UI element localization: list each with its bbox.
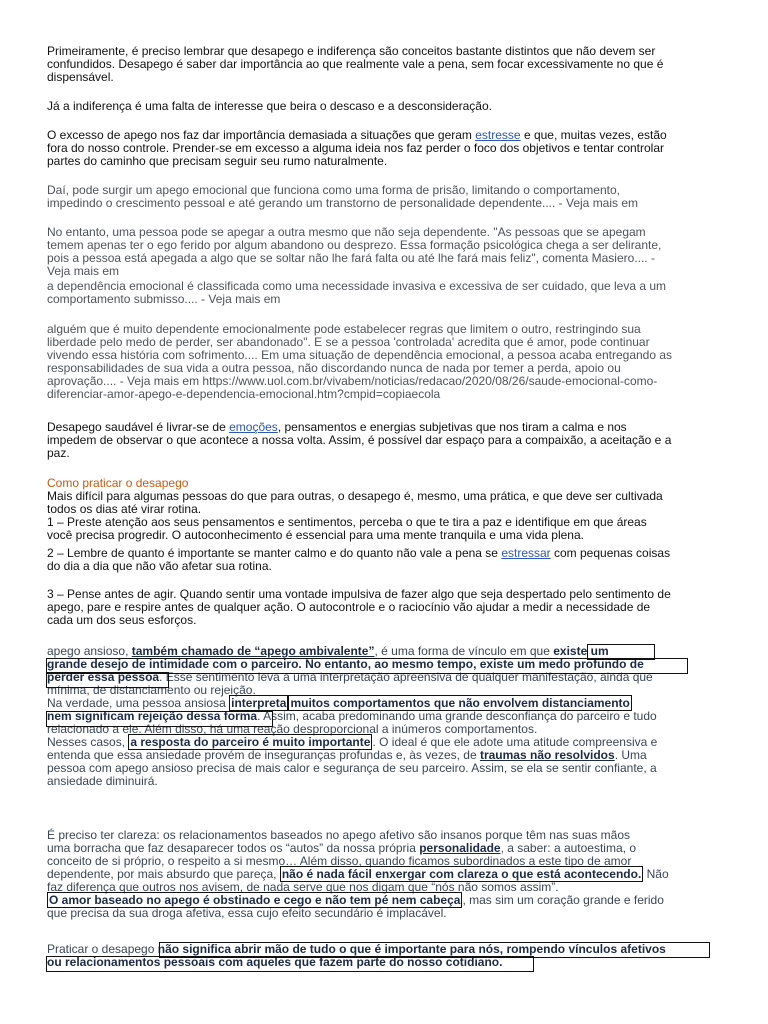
text-segment: Nesses casos, (47, 735, 129, 749)
highlight-text: não é nada fácil enxergar com clareza o que está acontecendo. (281, 867, 642, 881)
text-line: do dia a dia que não vão afetar sua rotina. (47, 559, 272, 573)
paragraph-indifference (47, 100, 492, 113)
highlight-text: nem significam rejeição dessa forma (47, 709, 258, 723)
text-line: paz. (47, 446, 70, 460)
text-segment: Praticar o desapego (47, 942, 158, 956)
heading-text: Como praticar o desapego (47, 476, 189, 490)
text-line: É preciso ter clareza: os relacionamentos baseados no apego afetivo são insanos porque têm nas suas mãos (47, 828, 631, 842)
text-line: Primeiramente, é preciso lembrar que desapego e indiferença são conceitos bastante distintos que não devem ser (47, 44, 656, 58)
text-line: confundidos. Desapego é saber dar importância ao que realmente vale a pena, sem focar excessivamente no que é (47, 57, 664, 71)
text-segment: entenda que essa ansiedade provém de inseguranças profundas e, às vezes, de (47, 748, 480, 762)
text-line: apego, pare e respire antes de qualquer ação. O autocontrole e o raciocínio vão ajudar a medir a necessidade de (47, 600, 651, 614)
text-line: Veja mais em (47, 264, 120, 278)
link-estressar[interactable]: estressar (501, 546, 551, 560)
paragraph-emotional-prison (47, 184, 638, 210)
highlight-text: muitos comportamentos que não envolvem distanciamento (290, 696, 630, 710)
text-line: fora do nosso controle. Prender-se em excesso a alguma ideia nos faz perder o foco dos objetivos e tentar controlar (47, 141, 665, 155)
text-segment: O excesso de apego nos faz dar importância demasiada a situações que geram (47, 128, 476, 142)
text-line: partes do caminho que precisam seguir seu rumo naturalmente. (47, 154, 388, 168)
highlight-text: perder essa pessoa (47, 670, 160, 684)
text-line: Daí, pode surgir um apego emocional que funciona como uma forma de prisão, limitando o comportamento, (47, 183, 620, 197)
highlight-text: a resposta do parceiro é muito importante (130, 735, 371, 749)
text-line: Já a indiferença é uma falta de interesse que beira o descaso e a desconsideração. (47, 99, 492, 113)
text-segment: . Assim, acaba predominando uma grande desconfiança do parceiro e tudo (257, 709, 657, 723)
highlight-text: existe um (553, 644, 609, 658)
text-segment: , a saber: a autoestima, o (500, 841, 636, 855)
text-line (47, 956, 666, 969)
text-line: vivendo essa história com sofrimento.... Em uma situação de dependência emocional, a pessoa acaba entregando as (47, 348, 673, 362)
highlight-text: não significa abrir mão de tudo o que é importante para nós, rompendo vínculos afetivos (157, 942, 666, 956)
paragraph-anxious-attachment (47, 645, 657, 788)
link-traumas-nao-resolvidos[interactable]: traumas não resolvidos (479, 748, 615, 762)
paragraph-dependent-rules (47, 323, 672, 401)
text-line: alguém que é muito dependente emocionalmente pode estabelecer regras que limitem o outro, restringindo sua (47, 322, 641, 336)
text-line: ansiedade diminuirá. (47, 774, 158, 788)
text-segment: . Esse sentimento leva a uma interpretação apreensiva de qualquer manifestação, ainda que (159, 670, 653, 684)
text-segment: uma borracha que faz desaparecer todos os “autos” da nossa própria (47, 841, 420, 855)
text-line: conceito de si próprio, o respeito a si mesmo… Além disso, quando ficamos subordinados a este tipo de amor (47, 854, 632, 868)
text-line: comportamento submisso.... - Veja mais em (47, 292, 281, 306)
text-segment: dependente, por mais absurdo que pareça, (47, 867, 280, 881)
text-segment: Não (643, 867, 669, 881)
text-segment: . Uma (614, 748, 647, 762)
text-line: Mais difícil para algumas pessoas do que para outras, o desapego é, mesmo, uma prática, e que deve ser cultivada (47, 489, 663, 503)
paragraph-step-three (47, 588, 671, 627)
paragraph-emotional-dependence (47, 280, 666, 306)
highlight-text: grande desejo de intimidade com o parceiro. No entanto, ao mesmo tempo, existe um medo profundo de (47, 657, 644, 671)
text-line: diferenciar-amor-apego-e-dependencia-emocional.htm?cmpid=copiaecola (47, 387, 441, 401)
text-line: impedem de observar o que acontece a nossa volta. Assim, é possível dar espaço para a compaixão, a aceitação e a (47, 433, 672, 447)
text-segment: . O ideal é que ele adote uma atitude compreensiva e (372, 735, 658, 749)
text-segment: Na verdade, uma pessoa ansiosa (47, 696, 230, 710)
paragraph-healthy-detachment (47, 421, 671, 460)
paragraph-step-two (47, 547, 670, 573)
text-line: relacionado a ele. Além disso, há uma reação desproporcional a inúmeros comportamentos. (47, 722, 538, 736)
paragraph-excess-attachment (47, 129, 667, 168)
text-line: 3 – Pense antes de agir. Quando sentir uma vontade impulsiva de fazer algo que seja despertado pelo sentimento de (47, 587, 671, 601)
text-line: que precisa da sua droga afetiva, essa cujo efeito secundário é implacável. (47, 906, 447, 920)
text-line: você precisa progredir. O autoconhecimento é essencial para uma mente tranquila e uma vida plena. (47, 528, 584, 542)
text-line: 1 – Preste atenção aos seus pensamentos e sentimentos, perceba o que te tira a paz e identifique em que áreas (47, 515, 647, 529)
highlight-text: interpreta (231, 696, 287, 710)
text-segment: 2 – Lembre de quanto é importante se manter calmo e do quanto não vale a pena se (47, 546, 502, 560)
text-segment: , é uma forma de vínculo em que (374, 644, 554, 658)
text-line: liberdade pelo medo de perder, ser abandonado". E se a pessoa 'controlada' acredita que é amor, pode continuar (47, 335, 650, 349)
text-line: responsabilidades de sua vida a outra pessoa, não discordando nunca de nada por temer a perda, apoio ou (47, 361, 621, 375)
text-segment: e que, muitas vezes, estão (520, 128, 667, 142)
paragraph-practicing-detachment (47, 943, 666, 969)
text-line: faz diferença que outros nos avisem, de nada serve que nos digam que “nós não somos assim”. (47, 880, 559, 894)
text-segment: Desapego saudável é livrar-se de (47, 420, 230, 434)
text-segment: , mas sim um coração grande e ferido (462, 893, 664, 907)
text-line: pessoa com apego ansioso precisa de mais calor e segurança de seu parceiro. Assim, se ela se sentir confiante, a (47, 761, 657, 775)
highlight-text: ou relacionamentos pessoais com aqueles que fazem parte do nosso cotidiano. (47, 955, 503, 969)
link-estresse[interactable]: estresse (475, 128, 521, 142)
link-personalidade[interactable]: personalidade (419, 841, 501, 855)
paragraph-masiero-quote (47, 226, 661, 278)
text-segment: com pequenas coisas (550, 546, 671, 560)
text-segment: apego ansioso, (47, 644, 132, 658)
paragraph-intro (47, 45, 663, 84)
text-line: pois a pessoa está apegada a algo que se soltar não lhe fará falta ou até lhe fará mais feliz", comenta Masiero.... - (47, 251, 655, 265)
text-line: cada um dos seus esforços. (47, 613, 197, 627)
highlight-text: O amor baseado no apego é obstinado e cego e não tem pé nem cabeça (49, 893, 461, 907)
text-line: impedindo o crescimento pessoal e até gerando um transtorno de personalidade dependente.... - Veja mais em (47, 196, 639, 210)
text-line: aprovação.... - Veja mais em https://www.uol.com.br/vivabem/noticias/redacao/2020/08/26/saude-emocional-como- (47, 374, 658, 388)
link-emocoes[interactable]: emoções (229, 420, 278, 434)
text-line: a dependência emocional é classificada como uma necessidade invasiva e excessiva de ser cuidado, que leva a um (47, 279, 667, 293)
text-line: No entanto, uma pessoa pode se apegar a outra mesmo que não seja dependente. "As pessoas que se apegam (47, 225, 646, 239)
paragraph-practice-steps (47, 490, 663, 542)
text-segment: , pensamentos e energias subjetivas que nos tiram a calma e nos (277, 420, 627, 434)
text-line: mínima, de distanciamento ou rejeição. (47, 683, 256, 697)
text-line: dispensável. (47, 70, 114, 84)
text-line: temem apenas ter o ego ferido por algum abandono ou desprezo. Essa formação psicológica chega a ser delirante, (47, 238, 662, 252)
paragraph-affective-attachment (47, 829, 669, 920)
link-apego-ambivalente[interactable]: também chamado de “apego ambivalente” (131, 644, 375, 658)
text-line: todos os dias até virar rotina. (47, 502, 202, 516)
